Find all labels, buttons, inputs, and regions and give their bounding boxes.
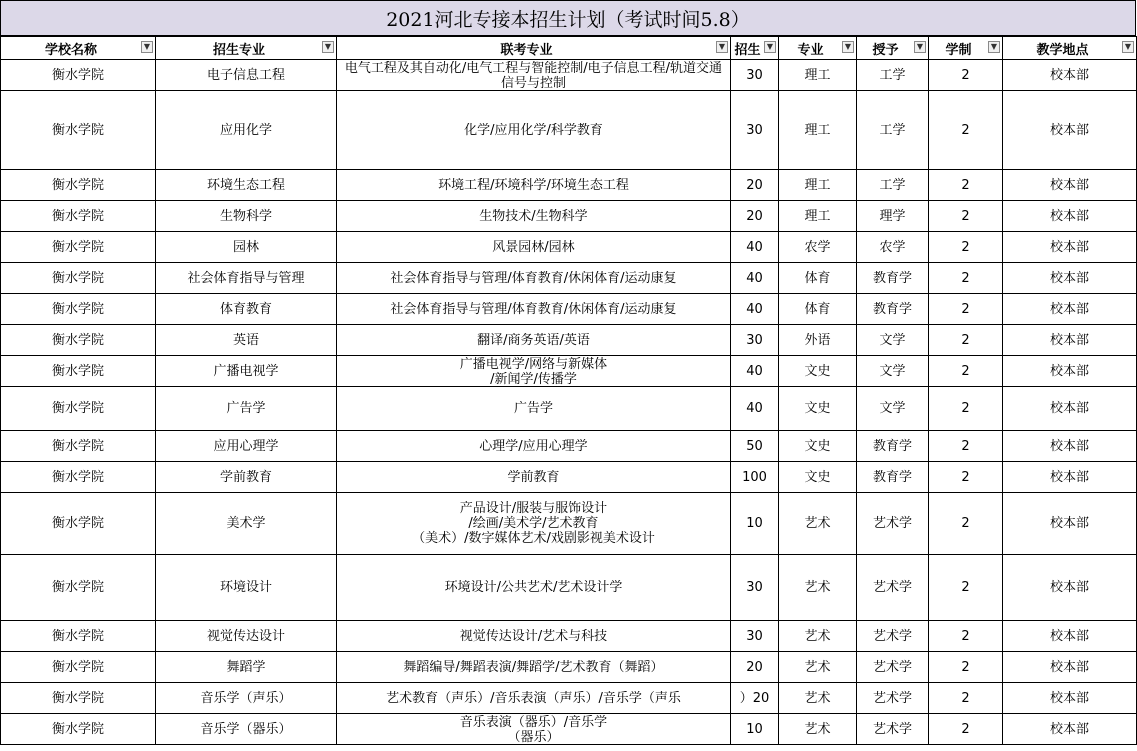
- cell-location[interactable]: 校本部: [1003, 431, 1137, 462]
- cell-major[interactable]: 音乐学（声乐）: [156, 683, 337, 714]
- exam-major-text: 风景园林/园林: [492, 239, 575, 255]
- cell-location[interactable]: 校本部: [1003, 263, 1137, 294]
- cell-exam-major[interactable]: [337, 431, 731, 462]
- cell-location[interactable]: 校本部: [1003, 683, 1137, 714]
- filter-dropdown-icon[interactable]: ▼: [322, 41, 334, 53]
- header-plan: 招生 ▼: [731, 37, 779, 60]
- exam-major-text: 广告学: [513, 401, 553, 416]
- table-row: [1, 263, 1137, 294]
- cell-location[interactable]: 校本部: [1003, 714, 1137, 745]
- cell-exam-major[interactable]: [337, 201, 731, 232]
- cell-category[interactable]: 艺术: [779, 683, 857, 714]
- filter-dropdown-icon[interactable]: ▼: [764, 41, 776, 53]
- cell-school[interactable]: 衡水学院: [1, 683, 156, 714]
- cell-plan[interactable]: 20: [731, 652, 779, 683]
- table-row: [1, 60, 1137, 91]
- cell-years[interactable]: 2: [929, 60, 1003, 91]
- cell-degree[interactable]: 教育学: [857, 462, 929, 493]
- cell-category[interactable]: 艺术: [779, 621, 857, 652]
- cell-plan[interactable]: 10: [731, 714, 779, 745]
- table-row: [1, 356, 1137, 387]
- exam-major-text: 艺术教育（声乐）/音乐表演（声乐）/音乐学（声乐: [386, 690, 681, 706]
- cell-school[interactable]: 衡水学院: [1, 201, 156, 232]
- table-row: [1, 555, 1137, 621]
- sheet-title: 2021河北专接本招生计划（考试时间5.8）: [0, 0, 1136, 36]
- cell-years[interactable]: 2: [929, 652, 1003, 683]
- cell-school[interactable]: 衡水学院: [1, 60, 156, 91]
- cell-years[interactable]: 2: [929, 263, 1003, 294]
- cell-school[interactable]: 衡水学院: [1, 325, 156, 356]
- cell-school[interactable]: 衡水学院: [1, 714, 156, 745]
- cell-plan[interactable]: 30: [731, 325, 779, 356]
- cell-location[interactable]: 校本部: [1003, 325, 1137, 356]
- cell-location[interactable]: 校本部: [1003, 201, 1137, 232]
- cell-degree[interactable]: 教育学: [857, 263, 929, 294]
- exam-major-text: 广播电视学/网络与新媒体 /新闻学/传播学: [459, 356, 608, 386]
- table-row: [1, 170, 1137, 201]
- exam-major-text: 化学/应用化学/科学教育: [464, 122, 603, 138]
- exam-major-text: 视觉传达设计/艺术与科技: [459, 628, 608, 644]
- cell-major[interactable]: 视觉传达设计: [156, 621, 337, 652]
- cell-years[interactable]: 2: [929, 294, 1003, 325]
- exam-major-text: 环境设计/公共艺术/艺术设计学: [444, 580, 623, 595]
- cell-category[interactable]: 理工: [779, 60, 857, 91]
- cell-location[interactable]: 校本部: [1003, 232, 1137, 263]
- cell-school[interactable]: 衡水学院: [1, 91, 156, 170]
- cell-plan[interactable]: 20: [731, 201, 779, 232]
- cell-exam-major[interactable]: [337, 232, 731, 263]
- cell-degree[interactable]: 文学: [857, 325, 929, 356]
- cell-exam-major[interactable]: [337, 714, 731, 745]
- cell-exam-major[interactable]: [337, 60, 731, 91]
- table-body: [1, 60, 1137, 745]
- cell-location[interactable]: 校本部: [1003, 652, 1137, 683]
- cell-school[interactable]: 衡水学院: [1, 387, 156, 431]
- cell-exam-major[interactable]: [337, 683, 731, 714]
- cell-exam-major[interactable]: [337, 325, 731, 356]
- cell-years[interactable]: 2: [929, 387, 1003, 431]
- filter-dropdown-icon[interactable]: ▼: [842, 41, 854, 53]
- cell-location[interactable]: 校本部: [1003, 555, 1137, 621]
- cell-degree[interactable]: 文学: [857, 387, 929, 431]
- cell-degree[interactable]: 教育学: [857, 431, 929, 462]
- cell-location[interactable]: 校本部: [1003, 170, 1137, 201]
- table-row: [1, 462, 1137, 493]
- exam-major-text: 翻译/商务英语/英语: [477, 332, 590, 348]
- cell-location[interactable]: 校本部: [1003, 294, 1137, 325]
- cell-school[interactable]: 衡水学院: [1, 356, 156, 387]
- exam-major-text: 舞蹈编导/舞蹈表演/舞蹈学/艺术教育（舞蹈）: [403, 659, 664, 675]
- cell-exam-major[interactable]: [337, 621, 731, 652]
- enrollment-table: [0, 36, 1137, 745]
- header-degree: 授予 ▼: [857, 37, 929, 60]
- cell-category[interactable]: 文史: [779, 387, 857, 431]
- cell-school[interactable]: 衡水学院: [1, 652, 156, 683]
- cell-category[interactable]: 艺术: [779, 652, 857, 683]
- cell-major[interactable]: 园林: [156, 232, 337, 263]
- cell-major[interactable]: 生物科学: [156, 201, 337, 232]
- cell-years[interactable]: 2: [929, 555, 1003, 621]
- filter-dropdown-icon[interactable]: ▼: [716, 41, 728, 53]
- table-row: [1, 201, 1137, 232]
- cell-degree[interactable]: 文学: [857, 356, 929, 387]
- cell-major[interactable]: 应用心理学: [156, 431, 337, 462]
- table-row: [1, 325, 1137, 356]
- cell-plan[interactable]: 100: [731, 462, 779, 493]
- cell-exam-major[interactable]: [337, 652, 731, 683]
- exam-major-text: 电气工程及其自动化/电气工程与智能控制/电子信息工程/轨道交通信号与控制: [344, 60, 723, 90]
- cell-school[interactable]: 衡水学院: [1, 555, 156, 621]
- header-category: 专业 ▼: [779, 37, 857, 60]
- cell-degree[interactable]: 工学: [857, 60, 929, 91]
- cell-school[interactable]: 衡水学院: [1, 294, 156, 325]
- cell-degree[interactable]: 工学: [857, 170, 929, 201]
- filter-active-icon[interactable]: ▼: [141, 41, 153, 53]
- cell-major[interactable]: 社会体育指导与管理: [156, 263, 337, 294]
- cell-degree[interactable]: 艺术学: [857, 621, 929, 652]
- cell-exam-major[interactable]: [337, 356, 731, 387]
- cell-degree[interactable]: 艺术学: [857, 683, 929, 714]
- cell-plan[interactable]: 10: [731, 493, 779, 555]
- table-row: [1, 714, 1137, 745]
- cell-school[interactable]: 衡水学院: [1, 170, 156, 201]
- cell-exam-major[interactable]: [337, 493, 731, 555]
- cell-major[interactable]: 舞蹈学: [156, 652, 337, 683]
- cell-years[interactable]: 2: [929, 621, 1003, 652]
- cell-plan[interactable]: 30: [731, 91, 779, 170]
- cell-major[interactable]: 美术学: [156, 493, 337, 555]
- cell-school[interactable]: 衡水学院: [1, 462, 156, 493]
- cell-major[interactable]: 体育教育: [156, 294, 337, 325]
- cell-major[interactable]: 环境生态工程: [156, 170, 337, 201]
- cell-plan[interactable]: 40: [731, 232, 779, 263]
- exam-major-text: 环境工程/环境科学/环境生态工程: [438, 177, 629, 193]
- filter-dropdown-icon[interactable]: ▼: [1122, 41, 1134, 53]
- exam-major-text: 心理学/应用心理学: [479, 438, 588, 454]
- cell-years[interactable]: 2: [929, 91, 1003, 170]
- cell-years[interactable]: 2: [929, 232, 1003, 263]
- cell-school[interactable]: 衡水学院: [1, 621, 156, 652]
- cell-plan[interactable]: 40: [731, 387, 779, 431]
- cell-location[interactable]: 校本部: [1003, 387, 1137, 431]
- cell-degree[interactable]: 农学: [857, 232, 929, 263]
- exam-major-text: 社会体育指导与管理/体育教育/休闲体育/运动康复: [390, 301, 677, 317]
- cell-category[interactable]: 体育: [779, 263, 857, 294]
- table-row: [1, 621, 1137, 652]
- cell-category[interactable]: 体育: [779, 294, 857, 325]
- cell-years[interactable]: 2: [929, 714, 1003, 745]
- cell-category[interactable]: 文史: [779, 356, 857, 387]
- cell-category[interactable]: 文史: [779, 462, 857, 493]
- table-row: [1, 294, 1137, 325]
- cell-exam-major[interactable]: [337, 555, 731, 621]
- cell-exam-major[interactable]: [337, 91, 731, 170]
- table-row: [1, 431, 1137, 462]
- exam-major-text: 生物技术/生物科学: [479, 208, 588, 224]
- cell-degree[interactable]: 工学: [857, 91, 929, 170]
- cell-location[interactable]: 校本部: [1003, 91, 1137, 170]
- exam-major-text: 社会体育指导与管理/体育教育/休闲体育/运动康复: [390, 270, 677, 286]
- cell-major[interactable]: 学前教育: [156, 462, 337, 493]
- cell-degree[interactable]: 理学: [857, 201, 929, 232]
- cell-category[interactable]: 理工: [779, 170, 857, 201]
- cell-location[interactable]: 校本部: [1003, 356, 1137, 387]
- table-row: [1, 683, 1137, 714]
- cell-exam-major[interactable]: [337, 263, 731, 294]
- cell-category[interactable]: 艺术: [779, 555, 857, 621]
- cell-plan[interactable]: ）20: [731, 683, 779, 714]
- table-row: [1, 652, 1137, 683]
- cell-plan[interactable]: 30: [731, 60, 779, 91]
- header-location: 教学地点 ▼: [1003, 37, 1137, 60]
- cell-years[interactable]: 2: [929, 201, 1003, 232]
- header-row: [1, 37, 1137, 60]
- cell-school[interactable]: 衡水学院: [1, 232, 156, 263]
- cell-exam-major[interactable]: [337, 294, 731, 325]
- cell-exam-major[interactable]: [337, 462, 731, 493]
- cell-category[interactable]: 理工: [779, 91, 857, 170]
- cell-plan[interactable]: 40: [731, 294, 779, 325]
- cell-years[interactable]: 2: [929, 431, 1003, 462]
- cell-category[interactable]: 理工: [779, 201, 857, 232]
- cell-years[interactable]: 2: [929, 462, 1003, 493]
- cell-degree[interactable]: 教育学: [857, 294, 929, 325]
- cell-major[interactable]: 电子信息工程: [156, 60, 337, 91]
- cell-exam-major[interactable]: [337, 387, 731, 431]
- cell-category[interactable]: 农学: [779, 232, 857, 263]
- cell-location[interactable]: 校本部: [1003, 621, 1137, 652]
- cell-years[interactable]: 2: [929, 356, 1003, 387]
- cell-category[interactable]: 艺术: [779, 493, 857, 555]
- cell-major[interactable]: 广播电视学: [156, 356, 337, 387]
- cell-years[interactable]: 2: [929, 325, 1003, 356]
- cell-school[interactable]: 衡水学院: [1, 493, 156, 555]
- cell-plan[interactable]: 20: [731, 170, 779, 201]
- cell-major[interactable]: 广告学: [156, 387, 337, 431]
- cell-major[interactable]: 英语: [156, 325, 337, 356]
- cell-degree[interactable]: 艺术学: [857, 714, 929, 745]
- cell-years[interactable]: 2: [929, 683, 1003, 714]
- cell-plan[interactable]: 40: [731, 263, 779, 294]
- filter-dropdown-icon[interactable]: ▼: [914, 41, 926, 53]
- cell-category[interactable]: 文史: [779, 431, 857, 462]
- cell-category[interactable]: 外语: [779, 325, 857, 356]
- cell-degree[interactable]: 艺术学: [857, 493, 929, 555]
- cell-plan[interactable]: 50: [731, 431, 779, 462]
- cell-exam-major[interactable]: [337, 170, 731, 201]
- exam-major-text: 音乐表演（器乐）/音乐学 （器乐）: [459, 714, 608, 744]
- cell-degree[interactable]: 艺术学: [857, 652, 929, 683]
- cell-years[interactable]: 2: [929, 170, 1003, 201]
- exam-major-text: 学前教育: [507, 469, 560, 485]
- cell-major[interactable]: 应用化学: [156, 91, 337, 170]
- header-major: 招生专业 ▼: [156, 37, 337, 60]
- cell-location[interactable]: 校本部: [1003, 60, 1137, 91]
- cell-category[interactable]: 艺术: [779, 714, 857, 745]
- header-years: 学制 ▼: [929, 37, 1003, 60]
- table-row: [1, 387, 1137, 431]
- table-row: [1, 493, 1137, 555]
- cell-location[interactable]: 校本部: [1003, 493, 1137, 555]
- cell-school[interactable]: 衡水学院: [1, 263, 156, 294]
- cell-plan[interactable]: 40: [731, 356, 779, 387]
- header-school: 学校名称 ▼: [1, 37, 156, 60]
- table-row: [1, 232, 1137, 263]
- header-exam-major: 联考专业 ▼: [337, 37, 731, 60]
- cell-plan[interactable]: 30: [731, 621, 779, 652]
- cell-location[interactable]: 校本部: [1003, 462, 1137, 493]
- exam-major-text: 产品设计/服装与服饰设计 /绘画/美术学/艺术教育 （美术）/数字媒体艺术/戏剧影视美术设计: [412, 501, 655, 546]
- cell-degree[interactable]: 艺术学: [857, 555, 929, 621]
- cell-plan[interactable]: 30: [731, 555, 779, 621]
- cell-years[interactable]: 2: [929, 493, 1003, 555]
- table-row: [1, 91, 1137, 170]
- cell-major[interactable]: 环境设计: [156, 555, 337, 621]
- filter-dropdown-icon[interactable]: ▼: [988, 41, 1000, 53]
- cell-major[interactable]: 音乐学（器乐）: [156, 714, 337, 745]
- cell-school[interactable]: 衡水学院: [1, 431, 156, 462]
